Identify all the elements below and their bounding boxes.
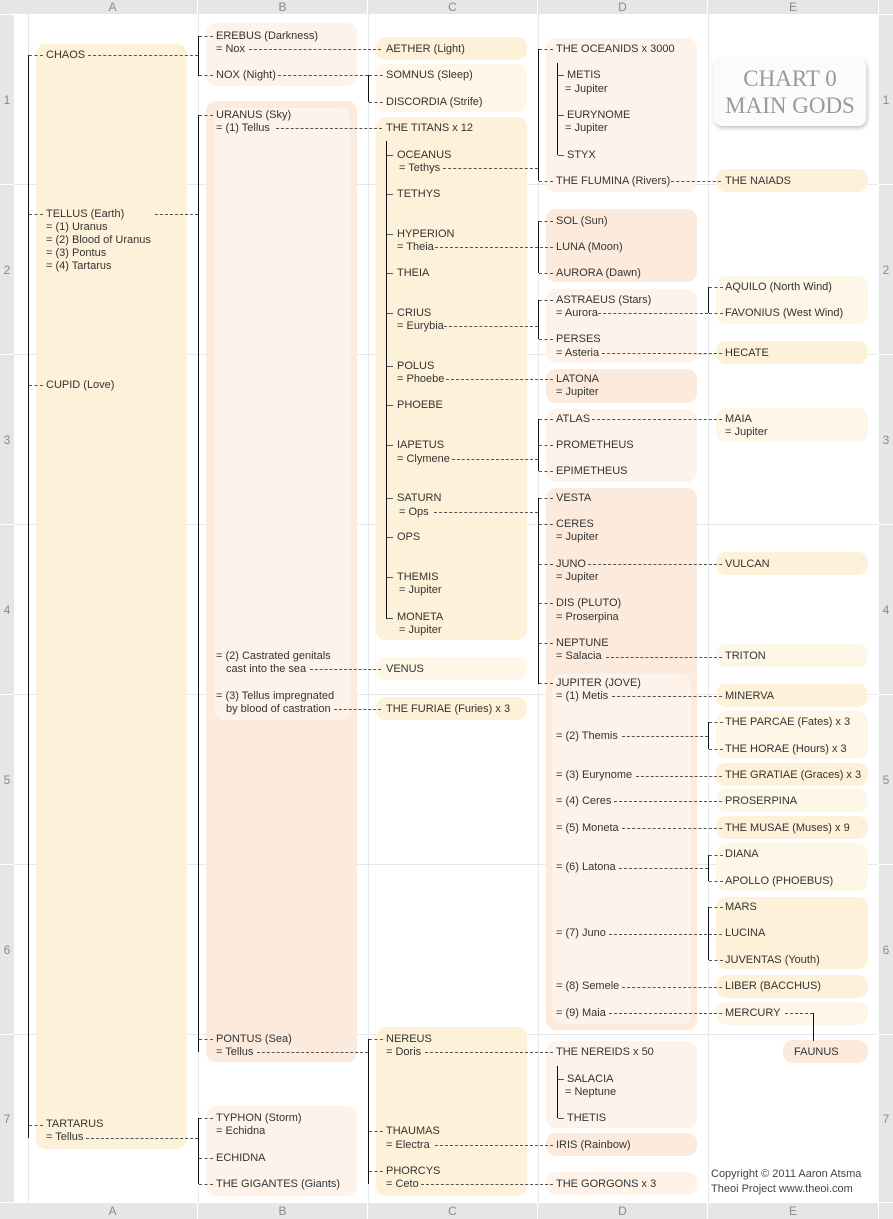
spouse-label: = (1) Metis (556, 690, 609, 702)
node-diana: DIANA (725, 848, 759, 860)
row-header-3: 3 (879, 355, 893, 524)
connector-line (199, 1039, 213, 1040)
connector-line (421, 1184, 553, 1185)
connector-line (602, 353, 722, 354)
spouse-label: = Proserpina (556, 611, 619, 623)
connector-line (86, 1138, 198, 1139)
node-erebus: EREBUS (Darkness) (216, 30, 319, 42)
connector-line (612, 696, 722, 697)
connector-line (558, 1118, 564, 1119)
node-furiae: THE FURIAE (Furies) x 3 (386, 703, 511, 715)
connector-line (588, 564, 722, 565)
spouse-label: = (4) Tartarus (46, 260, 112, 272)
connector-line (708, 855, 709, 881)
row-header-2: 2 (0, 185, 14, 354)
node-venus: VENUS (386, 663, 424, 675)
note-castration: cast into the sea (226, 663, 307, 675)
node-vesta: VESTA (556, 492, 592, 504)
connector-line (538, 221, 539, 273)
node-nereids: THE NEREIDS x 50 (556, 1046, 654, 1058)
spouse-label: = Theia (397, 241, 434, 253)
spouse-label: = (2) Blood of Uranus (46, 234, 151, 246)
connector-line (387, 537, 393, 538)
column-footer-c: C (368, 1203, 537, 1219)
node-prometheus: PROMETHEUS (556, 439, 634, 451)
spouse-label: = Phoebe (397, 373, 445, 385)
node-tartarus: TARTARUS (46, 1118, 104, 1130)
node-nereus: NEREUS (386, 1033, 432, 1045)
node-vulcan: VULCAN (725, 558, 770, 570)
node-naiads: THE NAIADS (725, 175, 792, 187)
connector-line (387, 155, 393, 156)
chart-title (714, 58, 866, 126)
connector-line (539, 524, 553, 525)
node-aquilo: AQUILO (North Wind) (725, 281, 832, 293)
node-metis: METIS (567, 69, 601, 81)
row-header-1: 1 (0, 15, 14, 184)
column-header-d: D (538, 0, 707, 14)
connector-line (249, 49, 381, 50)
row-header-7: 7 (879, 1035, 893, 1202)
note-castration: = (2) Castrated genitals (216, 650, 331, 662)
node-mercury: MERCURY (725, 1007, 781, 1019)
grid-line (708, 14, 709, 1202)
spouse-label: = Jupiter (565, 83, 608, 95)
connector-line (452, 459, 538, 460)
column-header-a: A (28, 0, 197, 14)
node-echidna: ECHIDNA (216, 1152, 266, 1164)
node-eurynome: EURYNOME (567, 109, 631, 121)
connector-line (709, 881, 723, 882)
node-nox: NOX (Night) (216, 69, 276, 81)
spouse-label: = Ceto (386, 1178, 419, 1190)
spouse-label: = Nox (216, 43, 246, 55)
connector-line (538, 49, 539, 181)
node-apollo: APOLLO (PHOEBUS) (725, 875, 834, 887)
column-header-e: E (708, 0, 878, 14)
spouse-label: = Salacia (556, 650, 602, 662)
spouse-label: = Neptune (565, 1086, 617, 1098)
connector-line (598, 313, 708, 314)
connector-line (387, 445, 393, 446)
row-header-6: 6 (0, 865, 14, 1034)
spouse-label: = Jupiter (565, 122, 608, 134)
spouse-label: = Echidna (216, 1125, 266, 1137)
connector-line (387, 273, 393, 274)
node-hecate: HECATE (725, 347, 769, 359)
connector-line (199, 115, 213, 116)
node-parcae: THE PARCAE (Fates) x 3 (725, 716, 851, 728)
node-somnus: SOMNUS (Sleep) (386, 69, 473, 81)
node-aurora: AURORA (Dawn) (556, 267, 641, 279)
connector-line (558, 115, 564, 116)
connector-line (257, 1052, 368, 1053)
node-minerva: MINERVA (725, 690, 775, 702)
connector-line (708, 287, 709, 313)
spouse-label: = Tethys (399, 162, 441, 174)
connector-line (622, 828, 722, 829)
connector-line (709, 287, 723, 288)
spouse-label: = (1) Uranus (46, 221, 108, 233)
node-triton: TRITON (725, 650, 766, 662)
spouse-label: = Jupiter (399, 584, 442, 596)
node-hyperion: HYPERION (397, 228, 455, 240)
connector-line (387, 313, 393, 314)
spouse-label: = Tellus (216, 1046, 254, 1058)
node-polus: POLUS (397, 360, 435, 372)
node-flumina: THE FLUMINA (Rivers) (556, 175, 671, 187)
connector-line (88, 55, 198, 56)
connector-line (369, 102, 383, 103)
node-thaumas: THAUMAS (386, 1125, 440, 1137)
node-oceanus: OCEANUS (397, 149, 452, 161)
connector-line (310, 669, 381, 670)
connector-line (539, 603, 553, 604)
connector-line (539, 300, 553, 301)
spouse-label: = Jupiter (556, 386, 599, 398)
connector-line (443, 168, 538, 169)
spouse-label: = (7) Juno (556, 927, 606, 939)
connector-line (386, 141, 387, 619)
row-header-3: 3 (0, 355, 14, 524)
spouse-label: = Eurybia (397, 320, 444, 332)
connector-line (538, 498, 539, 684)
connector-line (539, 339, 553, 340)
connector-line (434, 512, 538, 513)
node-iris: IRIS (Rainbow) (556, 1139, 631, 1151)
connector-line (435, 247, 553, 248)
spouse-label: = Aurora (556, 307, 598, 319)
connector-line (609, 1013, 722, 1014)
connector-line (387, 498, 393, 499)
node-typhon: TYPHON (Storm) (216, 1112, 302, 1124)
column-footer-d: D (538, 1203, 707, 1219)
chart-title-line1: CHART 0 (743, 66, 837, 91)
connector-line (369, 1171, 383, 1172)
node-theia: THEIA (397, 267, 430, 279)
node-saturn: SATURN (397, 492, 442, 504)
node-dis: DIS (PLUTO) (556, 597, 622, 609)
connector-line (592, 419, 722, 420)
connector-line (425, 1052, 553, 1053)
connector-line (155, 214, 198, 215)
connector-line (276, 128, 382, 129)
connector-line (558, 1079, 564, 1080)
connector-line (709, 960, 723, 961)
connector-line (198, 115, 199, 1052)
connector-line (558, 155, 564, 156)
spouse-label: = Jupiter (556, 531, 599, 543)
connector-line (199, 75, 213, 76)
copyright-notice (711, 1167, 861, 1197)
connector-line (709, 907, 723, 908)
column-footer-a: A (28, 1203, 197, 1219)
row-header-4: 4 (0, 525, 14, 694)
spouse-label: = Jupiter (399, 624, 442, 636)
connector-line (368, 1039, 369, 1184)
node-pontus: PONTUS (Sea) (216, 1033, 292, 1045)
corner-footer (879, 1203, 893, 1219)
spouse-label: = (1) Tellus (216, 122, 270, 134)
spouse-label: = (8) Semele (556, 980, 620, 992)
connector-line (708, 907, 709, 960)
spouse-label: = (3) Eurynome (556, 769, 633, 781)
row-header-2: 2 (879, 185, 893, 354)
connector-line (199, 1158, 213, 1159)
connector-line (29, 385, 43, 386)
node-favonius: FAVONIUS (West Wind) (725, 307, 844, 319)
spouse-label: = (9) Maia (556, 1007, 606, 1019)
connector-line (199, 36, 213, 37)
spouse-label: = (3) Pontus (46, 247, 107, 259)
connector-line (278, 75, 368, 76)
jupiter-inner-box (552, 674, 691, 1024)
node-atlas: ATLAS (556, 413, 591, 425)
node-moneta: MONETA (397, 611, 444, 623)
connector-line (387, 194, 393, 195)
grid-line (368, 14, 369, 1202)
node-phoebe: PHOEBE (397, 399, 443, 411)
node-juno: JUNO (556, 558, 586, 570)
connector-line (609, 934, 722, 935)
chart-title-line2: MAIN GODS (725, 93, 855, 118)
connector-line (709, 855, 723, 856)
node-aether: AETHER (Light) (386, 43, 465, 55)
corner-header (0, 0, 28, 14)
connector-line (435, 1145, 553, 1146)
note-blood: = (3) Tellus impregnated (216, 690, 335, 702)
connector-line (539, 498, 553, 499)
node-ceres: CERES (556, 518, 594, 530)
connector-line (444, 326, 538, 327)
node-titans: THE TITANS x 12 (386, 122, 474, 134)
node-musae: THE MUSAE (Muses) x 9 (725, 822, 850, 834)
node-iapetus: IAPETUS (397, 439, 445, 451)
connector-line (387, 405, 393, 406)
connector-line (368, 75, 369, 102)
connector-line (709, 722, 723, 723)
row-header-6: 6 (879, 865, 893, 1034)
row-header-5: 5 (0, 695, 14, 864)
connector-line (622, 736, 708, 737)
node-horae: THE HORAE (Hours) x 3 (725, 743, 847, 755)
connector-line (709, 313, 723, 314)
connector-line (557, 63, 558, 155)
connector-line (369, 1039, 383, 1040)
connector-line (446, 379, 553, 380)
node-tellus: TELLUS (Earth) (46, 208, 125, 220)
connector-line (619, 868, 708, 869)
connector-line (709, 749, 723, 750)
connector-line (558, 75, 564, 76)
corner-footer (0, 1203, 28, 1219)
node-liber: LIBER (BACCHUS) (725, 980, 821, 992)
spouse-label: = Jupiter (556, 571, 599, 583)
column-header-c: C (368, 0, 537, 14)
connector-line (387, 618, 393, 619)
connector-line (636, 776, 722, 777)
connector-line (198, 36, 199, 76)
node-luna: LUNA (Moon) (556, 241, 623, 253)
node-jupiter: JUPITER (JOVE) (556, 677, 641, 689)
connector-line (539, 445, 553, 446)
spouse-label: = Asteria (556, 347, 600, 359)
node-oceanids: THE OCEANIDS x 3000 (556, 43, 675, 55)
node-cupid: CUPID (Love) (46, 379, 115, 391)
connector-line (387, 234, 393, 235)
connector-line (539, 49, 553, 50)
node-tethys: TETHYS (397, 188, 441, 200)
connector-line (29, 1125, 43, 1126)
row-header-4: 4 (879, 525, 893, 694)
node-perses: PERSES (556, 333, 601, 345)
connector-line (199, 1118, 213, 1119)
connector-line (369, 1131, 383, 1132)
column-footer-b: B (198, 1203, 367, 1219)
spouse-label: = (4) Ceres (556, 795, 612, 807)
node-lucina: LUCINA (725, 927, 766, 939)
node-latona: LATONA (556, 373, 599, 385)
connector-line (29, 55, 43, 56)
node-themis: THEMIS (397, 571, 439, 583)
connector-line (199, 1184, 213, 1185)
row-header-1: 1 (879, 15, 893, 184)
connector-line (539, 221, 553, 222)
node-mars: MARS (725, 901, 757, 913)
node-styx: STYX (567, 149, 596, 161)
spouse-label: = (2) Themis (556, 730, 618, 742)
connector-line (539, 419, 553, 420)
spouse-label: = Doris (386, 1046, 422, 1058)
connector-line (538, 300, 539, 339)
node-salacia: SALACIA (567, 1073, 614, 1085)
node-gigantes: THE GIGANTES (Giants) (216, 1178, 341, 1190)
spouse-label: = (6) Latona (556, 861, 616, 873)
connector-line (539, 683, 553, 684)
connector-line (557, 1066, 558, 1118)
node-epimetheus: EPIMETHEUS (556, 465, 628, 477)
connector-line (539, 273, 553, 274)
node-crius: CRIUS (397, 307, 432, 319)
copyright-line: Copyright © 2011 Aaron Atsma (711, 1168, 862, 1180)
node-thetis: THETIS (567, 1112, 607, 1124)
spouse-label: = Electra (386, 1139, 430, 1151)
connector-line (614, 801, 722, 802)
node-sol: SOL (Sun) (556, 215, 608, 227)
connector-line (29, 214, 43, 215)
node-uranus: URANUS (Sky) (216, 109, 292, 121)
note-blood: by blood of castration (226, 703, 331, 715)
node-astraeus: ASTRAEUS (Stars) (556, 294, 652, 306)
connector-line (198, 1118, 199, 1184)
node-ops: OPS (397, 531, 421, 543)
connector-line (387, 366, 393, 367)
connector-line (539, 181, 553, 182)
node-phorcys: PHORCYS (386, 1165, 441, 1177)
spouse-label: = Tellus (46, 1131, 84, 1143)
connector-line (334, 709, 381, 710)
connector-line (813, 1013, 814, 1041)
column-footer-e: E (708, 1203, 878, 1219)
node-gorgons: THE GORGONS x 3 (556, 1178, 657, 1190)
node-discordia: DISCORDIA (Strife) (386, 96, 483, 108)
node-juventas: JUVENTAS (Youth) (725, 954, 820, 966)
node-chaos: CHAOS (46, 49, 86, 61)
node-proserpina: PROSERPINA (725, 795, 798, 807)
connector-line (785, 1013, 813, 1014)
connector-line (606, 657, 722, 658)
spouse-label: = Clymene (397, 453, 450, 465)
spouse-label: = (5) Moneta (556, 822, 619, 834)
connector-line (539, 471, 553, 472)
spouse-label: = Ops (399, 506, 429, 518)
connector-line (369, 75, 383, 76)
column-header-b: B (198, 0, 367, 14)
connector-line (387, 577, 393, 578)
copyright-site: Theoi Project www.theoi.com (711, 1183, 853, 1195)
node-neptune: NEPTUNE (556, 637, 609, 649)
spouse-label: = Jupiter (725, 426, 768, 438)
connector-line (28, 55, 29, 1138)
connector-line (671, 181, 721, 182)
connector-line (539, 643, 553, 644)
node-gratiae: THE GRATIAE (Graces) x 3 (725, 769, 862, 781)
corner-header (879, 0, 893, 14)
node-maia: MAIA (725, 413, 752, 425)
connector-line (708, 722, 709, 749)
row-header-5: 5 (879, 695, 893, 864)
connector-line (539, 564, 553, 565)
row-header-7: 7 (0, 1035, 14, 1202)
node-faunus: FAUNUS (794, 1046, 839, 1058)
uranus-inner-box (214, 108, 350, 720)
connector-line (622, 987, 722, 988)
